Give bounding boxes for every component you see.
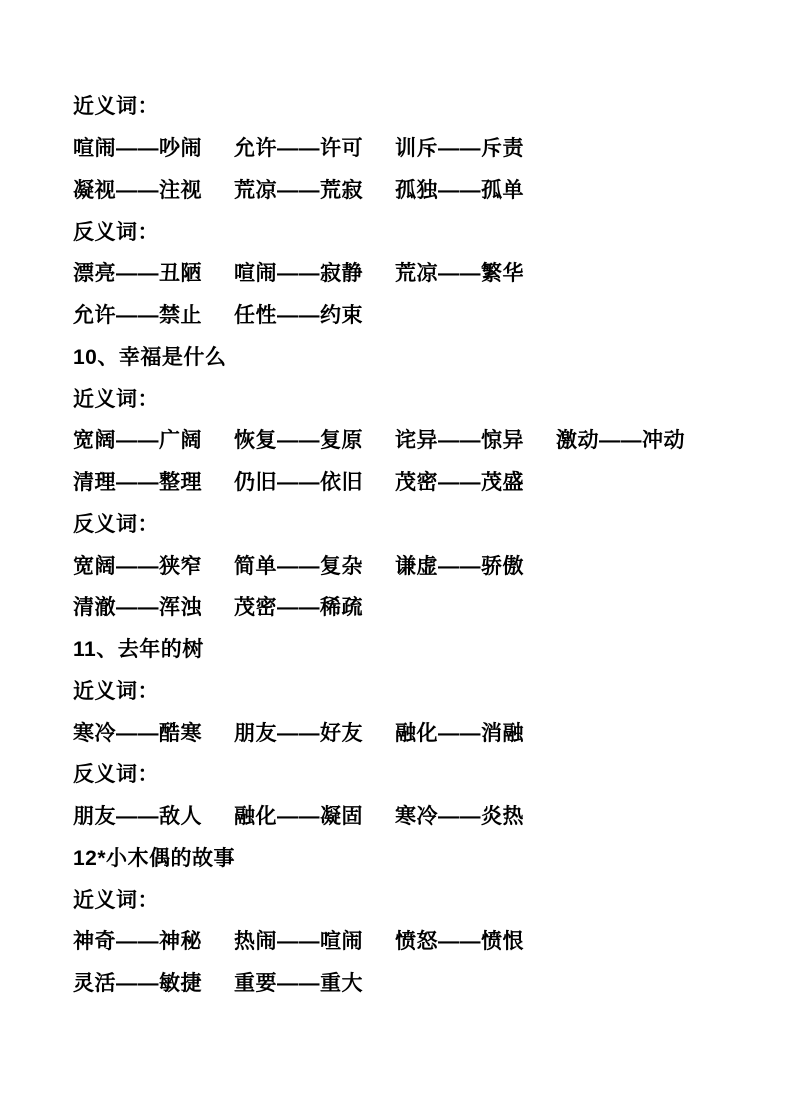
- word-pair-row: [73, 128, 763, 170]
- word-pair: 喧闹——吵闹: [73, 137, 202, 161]
- document-content: [73, 86, 763, 1005]
- word-pair: 清澈——浑浊: [73, 596, 202, 620]
- word-pair-row: [73, 170, 763, 212]
- section-title: 11、去年的树: [73, 638, 204, 662]
- word-pair: 任性——约束: [234, 304, 363, 328]
- word-pair: 融化——凝固: [234, 805, 363, 829]
- word-pair: 愤怒——愤恨: [395, 930, 524, 954]
- group-label: 近义词：: [73, 679, 159, 703]
- word-pair: 茂密——稀疏: [234, 596, 363, 620]
- word-pair: 喧闹——寂静: [234, 262, 363, 286]
- section-title: 10、幸福是什么: [73, 345, 227, 369]
- word-pair-row: [73, 545, 763, 587]
- word-pair: 仍旧——依旧: [234, 471, 363, 495]
- word-pair-row: [73, 295, 763, 337]
- word-pair: 朋友——好友: [234, 721, 363, 745]
- word-pair: 灵活——敏捷: [73, 972, 202, 996]
- word-pair-row: [73, 796, 763, 838]
- word-pair: 融化——消融: [395, 721, 524, 745]
- word-pair: 神奇——神秘: [73, 930, 202, 954]
- word-pair: 简单——复杂: [234, 554, 363, 578]
- word-pair: 茂密——茂盛: [395, 471, 524, 495]
- word-pair-row: [73, 921, 763, 963]
- word-pair: 重要——重大: [234, 972, 363, 996]
- group-label: 反义词：: [73, 763, 159, 787]
- word-pair: 荒凉——繁华: [395, 262, 524, 286]
- group-label: 近义词：: [73, 95, 159, 119]
- group-label: 反义词：: [73, 220, 159, 244]
- word-pair: 寒冷——酷寒: [73, 721, 202, 745]
- word-pair: 热闹——喧闹: [234, 930, 363, 954]
- word-pair-row: [73, 462, 763, 504]
- word-pair: 清理——整理: [73, 471, 202, 495]
- word-pair: 宽阔——狭窄: [73, 554, 202, 578]
- word-pair: 漂亮——丑陋: [73, 262, 202, 286]
- word-pair: 凝视——注视: [73, 178, 202, 202]
- word-pair: 荒凉——荒寂: [234, 178, 363, 202]
- word-pair-row: [73, 712, 763, 754]
- group-label: 近义词：: [73, 888, 159, 912]
- word-pair-row: [73, 963, 763, 1005]
- word-pair: 宽阔——广阔: [73, 429, 202, 453]
- section-title: 12*小木偶的故事: [73, 846, 236, 870]
- word-pair-row: [73, 587, 763, 629]
- group-label: 近义词：: [73, 387, 159, 411]
- word-pair: 训斥——斥责: [395, 137, 524, 161]
- word-pair: 孤独——孤单: [395, 178, 524, 202]
- word-pair: 朋友——敌人: [73, 805, 202, 829]
- word-pair: 诧异——惊异: [395, 429, 524, 453]
- word-pair: 激动——冲动: [556, 429, 685, 453]
- word-pair: 允许——禁止: [73, 304, 202, 328]
- word-pair: 谦虚——骄傲: [395, 554, 524, 578]
- group-label: 反义词：: [73, 512, 159, 536]
- word-pair-row: [73, 253, 763, 295]
- word-pair-row: [73, 420, 763, 462]
- word-pair: 允许——许可: [234, 137, 363, 161]
- word-pair: 寒冷——炎热: [395, 805, 524, 829]
- word-pair: 恢复——复原: [234, 429, 363, 453]
